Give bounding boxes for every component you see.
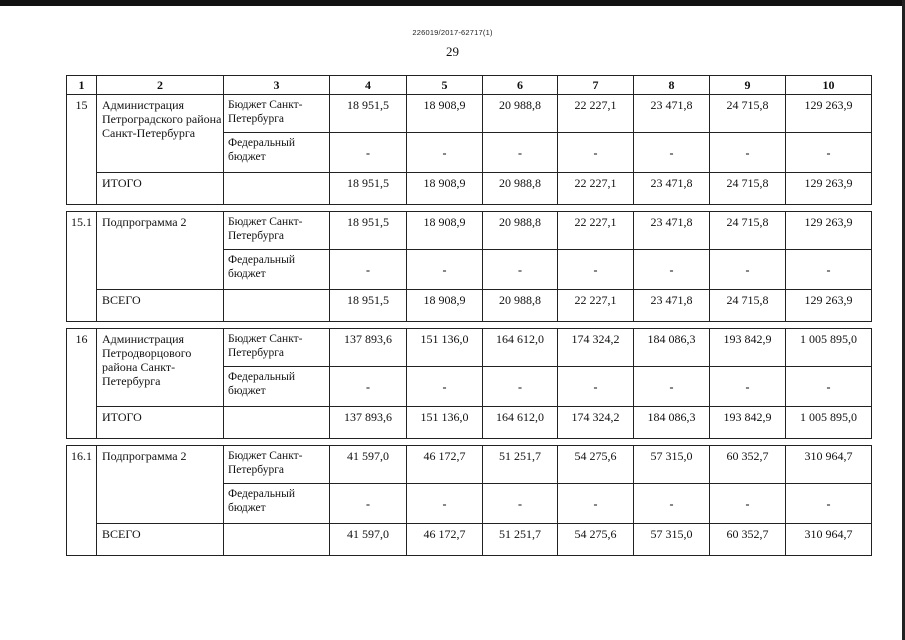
value-cell: 23 471,8 — [634, 212, 710, 250]
value-cell: 129 263,9 — [786, 212, 872, 250]
value-cell: 46 172,7 — [407, 446, 483, 484]
value-cell: 22 227,1 — [558, 212, 634, 250]
group-separator — [67, 439, 872, 446]
value-cell: - — [407, 484, 483, 524]
total-value-cell: 129 263,9 — [786, 290, 872, 322]
funding-source-regional: Бюджет Санкт-Петербурга — [224, 329, 330, 367]
value-cell: - — [786, 367, 872, 407]
value-cell: 174 324,2 — [558, 329, 634, 367]
value-cell: - — [634, 484, 710, 524]
value-cell: - — [483, 133, 558, 173]
value-cell: 164 612,0 — [483, 329, 558, 367]
header-row — [67, 76, 872, 95]
total-value-cell: 20 988,8 — [483, 173, 558, 205]
page-number: 29 — [446, 44, 459, 59]
value-cell: 18 908,9 — [407, 212, 483, 250]
total-row — [67, 290, 872, 322]
funding-source-federal: Федеральный бюджет — [224, 367, 330, 407]
total-row — [67, 407, 872, 439]
total-row — [67, 173, 872, 205]
document-id: 226019/2017-62717(1) — [412, 28, 493, 37]
value-cell: - — [710, 484, 786, 524]
total-value-cell: 310 964,7 — [786, 524, 872, 556]
scan-top-border — [0, 0, 905, 6]
value-cell: 60 352,7 — [710, 446, 786, 484]
group-separator — [67, 322, 872, 329]
total-value-cell: 57 315,0 — [634, 524, 710, 556]
entity-name: Подпрограмма 2 — [97, 212, 224, 290]
column-header-1: 1 — [67, 76, 97, 95]
value-cell: - — [710, 133, 786, 173]
table-row — [67, 446, 872, 484]
total-value-cell: 54 275,6 — [558, 524, 634, 556]
funding-source-federal: Федеральный бюджет — [224, 250, 330, 290]
total-value-cell: 184 086,3 — [634, 407, 710, 439]
empty-source-cell — [224, 290, 330, 322]
table-row — [67, 95, 872, 133]
value-cell: 1 005 895,0 — [786, 329, 872, 367]
total-label: ВСЕГО — [97, 290, 224, 322]
value-cell: - — [407, 367, 483, 407]
entity-name: Администрация Петродворцового района Санкт-Петербурга — [97, 329, 224, 407]
total-value-cell: 60 352,7 — [710, 524, 786, 556]
column-header-5: 5 — [407, 76, 483, 95]
value-cell: 184 086,3 — [634, 329, 710, 367]
value-cell: 310 964,7 — [786, 446, 872, 484]
column-header-6: 6 — [483, 76, 558, 95]
column-header-9: 9 — [710, 76, 786, 95]
value-cell: 18 951,5 — [330, 212, 407, 250]
total-value-cell: 22 227,1 — [558, 290, 634, 322]
empty-source-cell — [224, 524, 330, 556]
value-cell: 22 227,1 — [558, 95, 634, 133]
total-value-cell: 18 908,9 — [407, 290, 483, 322]
funding-source-regional: Бюджет Санкт-Петербурга — [224, 95, 330, 133]
empty-source-cell — [224, 407, 330, 439]
entity-name: Администрация Петроградского района Санкт-Петербурга — [97, 95, 224, 173]
value-cell: 129 263,9 — [786, 95, 872, 133]
total-value-cell: 164 612,0 — [483, 407, 558, 439]
total-value-cell: 1 005 895,0 — [786, 407, 872, 439]
value-cell: - — [634, 250, 710, 290]
value-cell: 137 893,6 — [330, 329, 407, 367]
entity-name: Подпрограмма 2 — [97, 446, 224, 524]
value-cell: - — [786, 484, 872, 524]
value-cell: - — [558, 250, 634, 290]
total-value-cell: 18 951,5 — [330, 290, 407, 322]
value-cell: 23 471,8 — [634, 95, 710, 133]
total-value-cell: 46 172,7 — [407, 524, 483, 556]
value-cell: 54 275,6 — [558, 446, 634, 484]
value-cell: - — [330, 367, 407, 407]
group-separator — [67, 205, 872, 212]
total-value-cell: 24 715,8 — [710, 290, 786, 322]
value-cell: 24 715,8 — [710, 95, 786, 133]
value-cell: - — [483, 250, 558, 290]
value-cell: - — [558, 133, 634, 173]
column-header-7: 7 — [558, 76, 634, 95]
value-cell: - — [407, 250, 483, 290]
column-header-2: 2 — [97, 76, 224, 95]
value-cell: - — [710, 367, 786, 407]
funding-source-federal: Федеральный бюджет — [224, 133, 330, 173]
total-row — [67, 524, 872, 556]
total-value-cell: 129 263,9 — [786, 173, 872, 205]
value-cell: - — [558, 484, 634, 524]
value-cell: 20 988,8 — [483, 212, 558, 250]
budget-table — [66, 75, 872, 556]
value-cell: - — [330, 250, 407, 290]
separator-cell — [67, 322, 872, 329]
total-value-cell: 18 951,5 — [330, 173, 407, 205]
separator-cell — [67, 205, 872, 212]
total-value-cell: 23 471,8 — [634, 173, 710, 205]
total-value-cell: 174 324,2 — [558, 407, 634, 439]
column-header-10: 10 — [786, 76, 872, 95]
separator-cell — [67, 439, 872, 446]
total-label: ИТОГО — [97, 407, 224, 439]
total-value-cell: 23 471,8 — [634, 290, 710, 322]
total-value-cell: 193 842,9 — [710, 407, 786, 439]
value-cell: 24 715,8 — [710, 212, 786, 250]
total-label: ИТОГО — [97, 173, 224, 205]
column-header-4: 4 — [330, 76, 407, 95]
table-row — [67, 329, 872, 367]
total-value-cell: 51 251,7 — [483, 524, 558, 556]
funding-source-regional: Бюджет Санкт-Петербурга — [224, 446, 330, 484]
table-body — [67, 76, 872, 556]
row-index: 15 — [67, 95, 97, 205]
value-cell: 18 908,9 — [407, 95, 483, 133]
total-value-cell: 22 227,1 — [558, 173, 634, 205]
total-value-cell: 18 908,9 — [407, 173, 483, 205]
value-cell: 193 842,9 — [710, 329, 786, 367]
value-cell: - — [634, 367, 710, 407]
total-value-cell: 20 988,8 — [483, 290, 558, 322]
funding-source-regional: Бюджет Санкт-Петербурга — [224, 212, 330, 250]
value-cell: - — [483, 367, 558, 407]
value-cell: - — [786, 133, 872, 173]
value-cell: 18 951,5 — [330, 95, 407, 133]
column-header-8: 8 — [634, 76, 710, 95]
value-cell: - — [786, 250, 872, 290]
value-cell: - — [330, 133, 407, 173]
value-cell: - — [710, 250, 786, 290]
row-index: 16 — [67, 329, 97, 439]
total-label: ВСЕГО — [97, 524, 224, 556]
funding-source-federal: Федеральный бюджет — [224, 484, 330, 524]
empty-source-cell — [224, 173, 330, 205]
total-value-cell: 137 893,6 — [330, 407, 407, 439]
column-header-3: 3 — [224, 76, 330, 95]
value-cell: - — [407, 133, 483, 173]
row-index: 16.1 — [67, 446, 97, 556]
value-cell: - — [483, 484, 558, 524]
total-value-cell: 24 715,8 — [710, 173, 786, 205]
value-cell: 41 597,0 — [330, 446, 407, 484]
value-cell: 51 251,7 — [483, 446, 558, 484]
value-cell: 57 315,0 — [634, 446, 710, 484]
total-value-cell: 41 597,0 — [330, 524, 407, 556]
value-cell: - — [634, 133, 710, 173]
value-cell: - — [330, 484, 407, 524]
value-cell: - — [558, 367, 634, 407]
table-row — [67, 212, 872, 250]
value-cell: 20 988,8 — [483, 95, 558, 133]
total-value-cell: 151 136,0 — [407, 407, 483, 439]
value-cell: 151 136,0 — [407, 329, 483, 367]
row-index: 15.1 — [67, 212, 97, 322]
